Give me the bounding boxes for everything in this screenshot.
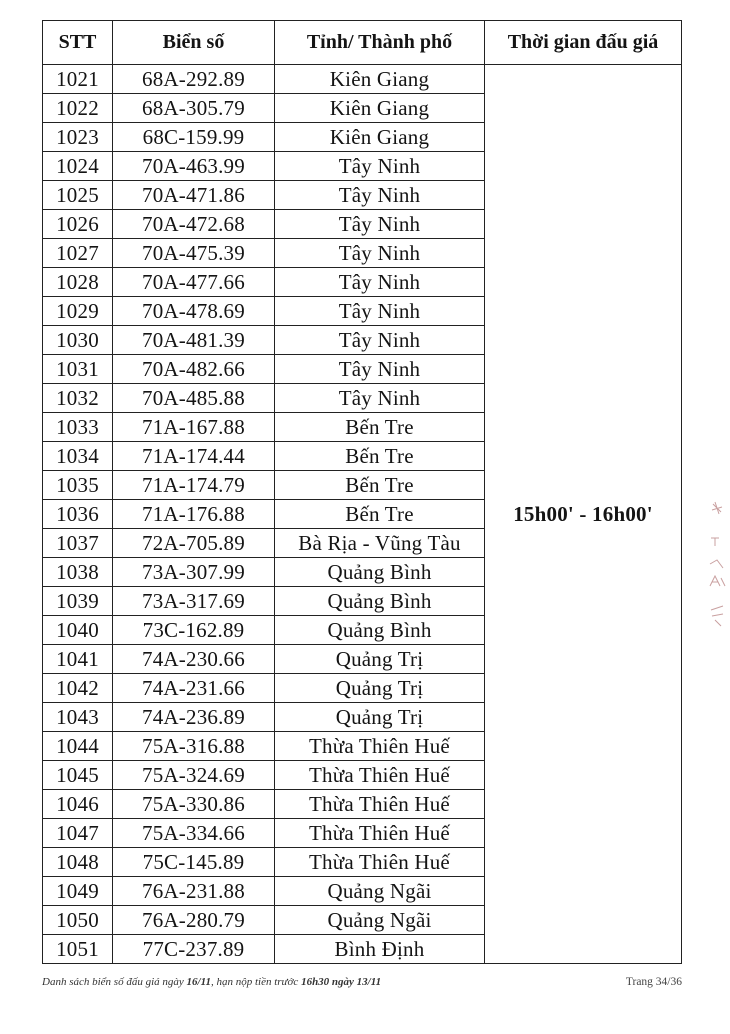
footer-note-prefix: Danh sách biển số đấu giá ngày [42,976,187,988]
cell-stt: 1029 [43,297,113,326]
cell-stt: 1039 [43,587,113,616]
cell-plate: 74A-230.66 [113,645,275,674]
cell-stt: 1021 [43,65,113,94]
cell-province: Kiên Giang [275,65,485,94]
cell-province: Bến Tre [275,413,485,442]
header-stt: STT [43,21,113,65]
cell-plate: 71A-176.88 [113,500,275,529]
cell-province: Bến Tre [275,500,485,529]
cell-plate: 75A-330.86 [113,790,275,819]
cell-plate: 75A-334.66 [113,819,275,848]
cell-province: Quảng Trị [275,703,485,732]
cell-province: Tây Ninh [275,297,485,326]
cell-plate: 70A-463.99 [113,152,275,181]
stamp-mark [707,498,729,634]
cell-plate: 70A-482.66 [113,355,275,384]
cell-province: Thừa Thiên Huế [275,848,485,877]
cell-plate: 74A-236.89 [113,703,275,732]
cell-plate: 73A-317.69 [113,587,275,616]
cell-province: Thừa Thiên Huế [275,790,485,819]
cell-plate: 68A-305.79 [113,94,275,123]
cell-province: Quảng Trị [275,674,485,703]
cell-stt: 1036 [43,500,113,529]
cell-province: Tây Ninh [275,210,485,239]
cell-stt: 1033 [43,413,113,442]
cell-plate: 72A-705.89 [113,529,275,558]
cell-province: Tây Ninh [275,384,485,413]
plate-auction-table [42,20,682,964]
cell-stt: 1047 [43,819,113,848]
page-footer [42,976,682,988]
cell-stt: 1035 [43,471,113,500]
header-row [43,21,682,65]
cell-stt: 1037 [43,529,113,558]
cell-province: Kiên Giang [275,123,485,152]
cell-stt: 1044 [43,732,113,761]
cell-plate: 74A-231.66 [113,674,275,703]
cell-stt: 1032 [43,384,113,413]
cell-province: Quảng Bình [275,587,485,616]
header-plate: Biển số [113,21,275,65]
cell-province: Quảng Ngãi [275,906,485,935]
cell-plate: 71A-174.44 [113,442,275,471]
cell-province: Tây Ninh [275,181,485,210]
cell-plate: 75C-145.89 [113,848,275,877]
cell-province: Kiên Giang [275,94,485,123]
footer-deadline: 16h30 ngày 13/11 [301,976,382,988]
header-province: Tỉnh/ Thành phố [275,21,485,65]
footer-auction-date: 16/11 [186,976,211,988]
cell-stt: 1042 [43,674,113,703]
cell-stt: 1048 [43,848,113,877]
cell-stt: 1049 [43,877,113,906]
cell-plate: 70A-471.86 [113,181,275,210]
cell-province: Bến Tre [275,471,485,500]
cell-stt: 1045 [43,761,113,790]
cell-province: Thừa Thiên Huế [275,761,485,790]
cell-province: Thừa Thiên Huế [275,819,485,848]
cell-plate: 70A-478.69 [113,297,275,326]
cell-plate: 77C-237.89 [113,935,275,964]
cell-auction-time: 15h00' - 16h00' [485,65,682,964]
cell-plate: 68A-292.89 [113,65,275,94]
cell-province: Quảng Bình [275,616,485,645]
cell-plate: 76A-280.79 [113,906,275,935]
footer-note-middle: , hạn nộp tiền trước [210,976,302,988]
cell-stt: 1040 [43,616,113,645]
cell-plate: 70A-477.66 [113,268,275,297]
cell-stt: 1031 [43,355,113,384]
cell-plate: 73A-307.99 [113,558,275,587]
cell-province: Thừa Thiên Huế [275,732,485,761]
cell-plate: 70A-481.39 [113,326,275,355]
cell-stt: 1026 [43,210,113,239]
cell-plate: 75A-316.88 [113,732,275,761]
cell-province: Tây Ninh [275,239,485,268]
cell-province: Tây Ninh [275,152,485,181]
cell-stt: 1028 [43,268,113,297]
cell-province: Bà Rịa - Vũng Tàu [275,529,485,558]
cell-province: Quảng Trị [275,645,485,674]
cell-plate: 71A-167.88 [113,413,275,442]
cell-stt: 1022 [43,94,113,123]
cell-plate: 76A-231.88 [113,877,275,906]
cell-stt: 1030 [43,326,113,355]
cell-plate: 73C-162.89 [113,616,275,645]
cell-province: Bến Tre [275,442,485,471]
table-header [43,21,682,65]
cell-plate: 71A-174.79 [113,471,275,500]
cell-stt: 1024 [43,152,113,181]
header-auction-time: Thời gian đấu giá [485,21,682,65]
cell-stt: 1027 [43,239,113,268]
cell-stt: 1034 [43,442,113,471]
cell-stt: 1043 [43,703,113,732]
cell-stt: 1038 [43,558,113,587]
cell-stt: 1041 [43,645,113,674]
cell-stt: 1023 [43,123,113,152]
cell-plate: 70A-475.39 [113,239,275,268]
cell-plate: 68C-159.99 [113,123,275,152]
cell-province: Bình Định [275,935,485,964]
cell-province: Tây Ninh [275,355,485,384]
cell-stt: 1051 [43,935,113,964]
cell-stt: 1050 [43,906,113,935]
cell-province: Tây Ninh [275,326,485,355]
cell-plate: 75A-324.69 [113,761,275,790]
table-body [43,65,682,964]
cell-plate: 70A-472.68 [113,210,275,239]
cell-province: Quảng Ngãi [275,877,485,906]
page-number: Trang 34/36 [625,976,682,988]
cell-stt: 1046 [43,790,113,819]
cell-province: Tây Ninh [275,268,485,297]
table-row [43,65,682,94]
cell-stt: 1025 [43,181,113,210]
cell-plate: 70A-485.88 [113,384,275,413]
cell-province: Quảng Bình [275,558,485,587]
